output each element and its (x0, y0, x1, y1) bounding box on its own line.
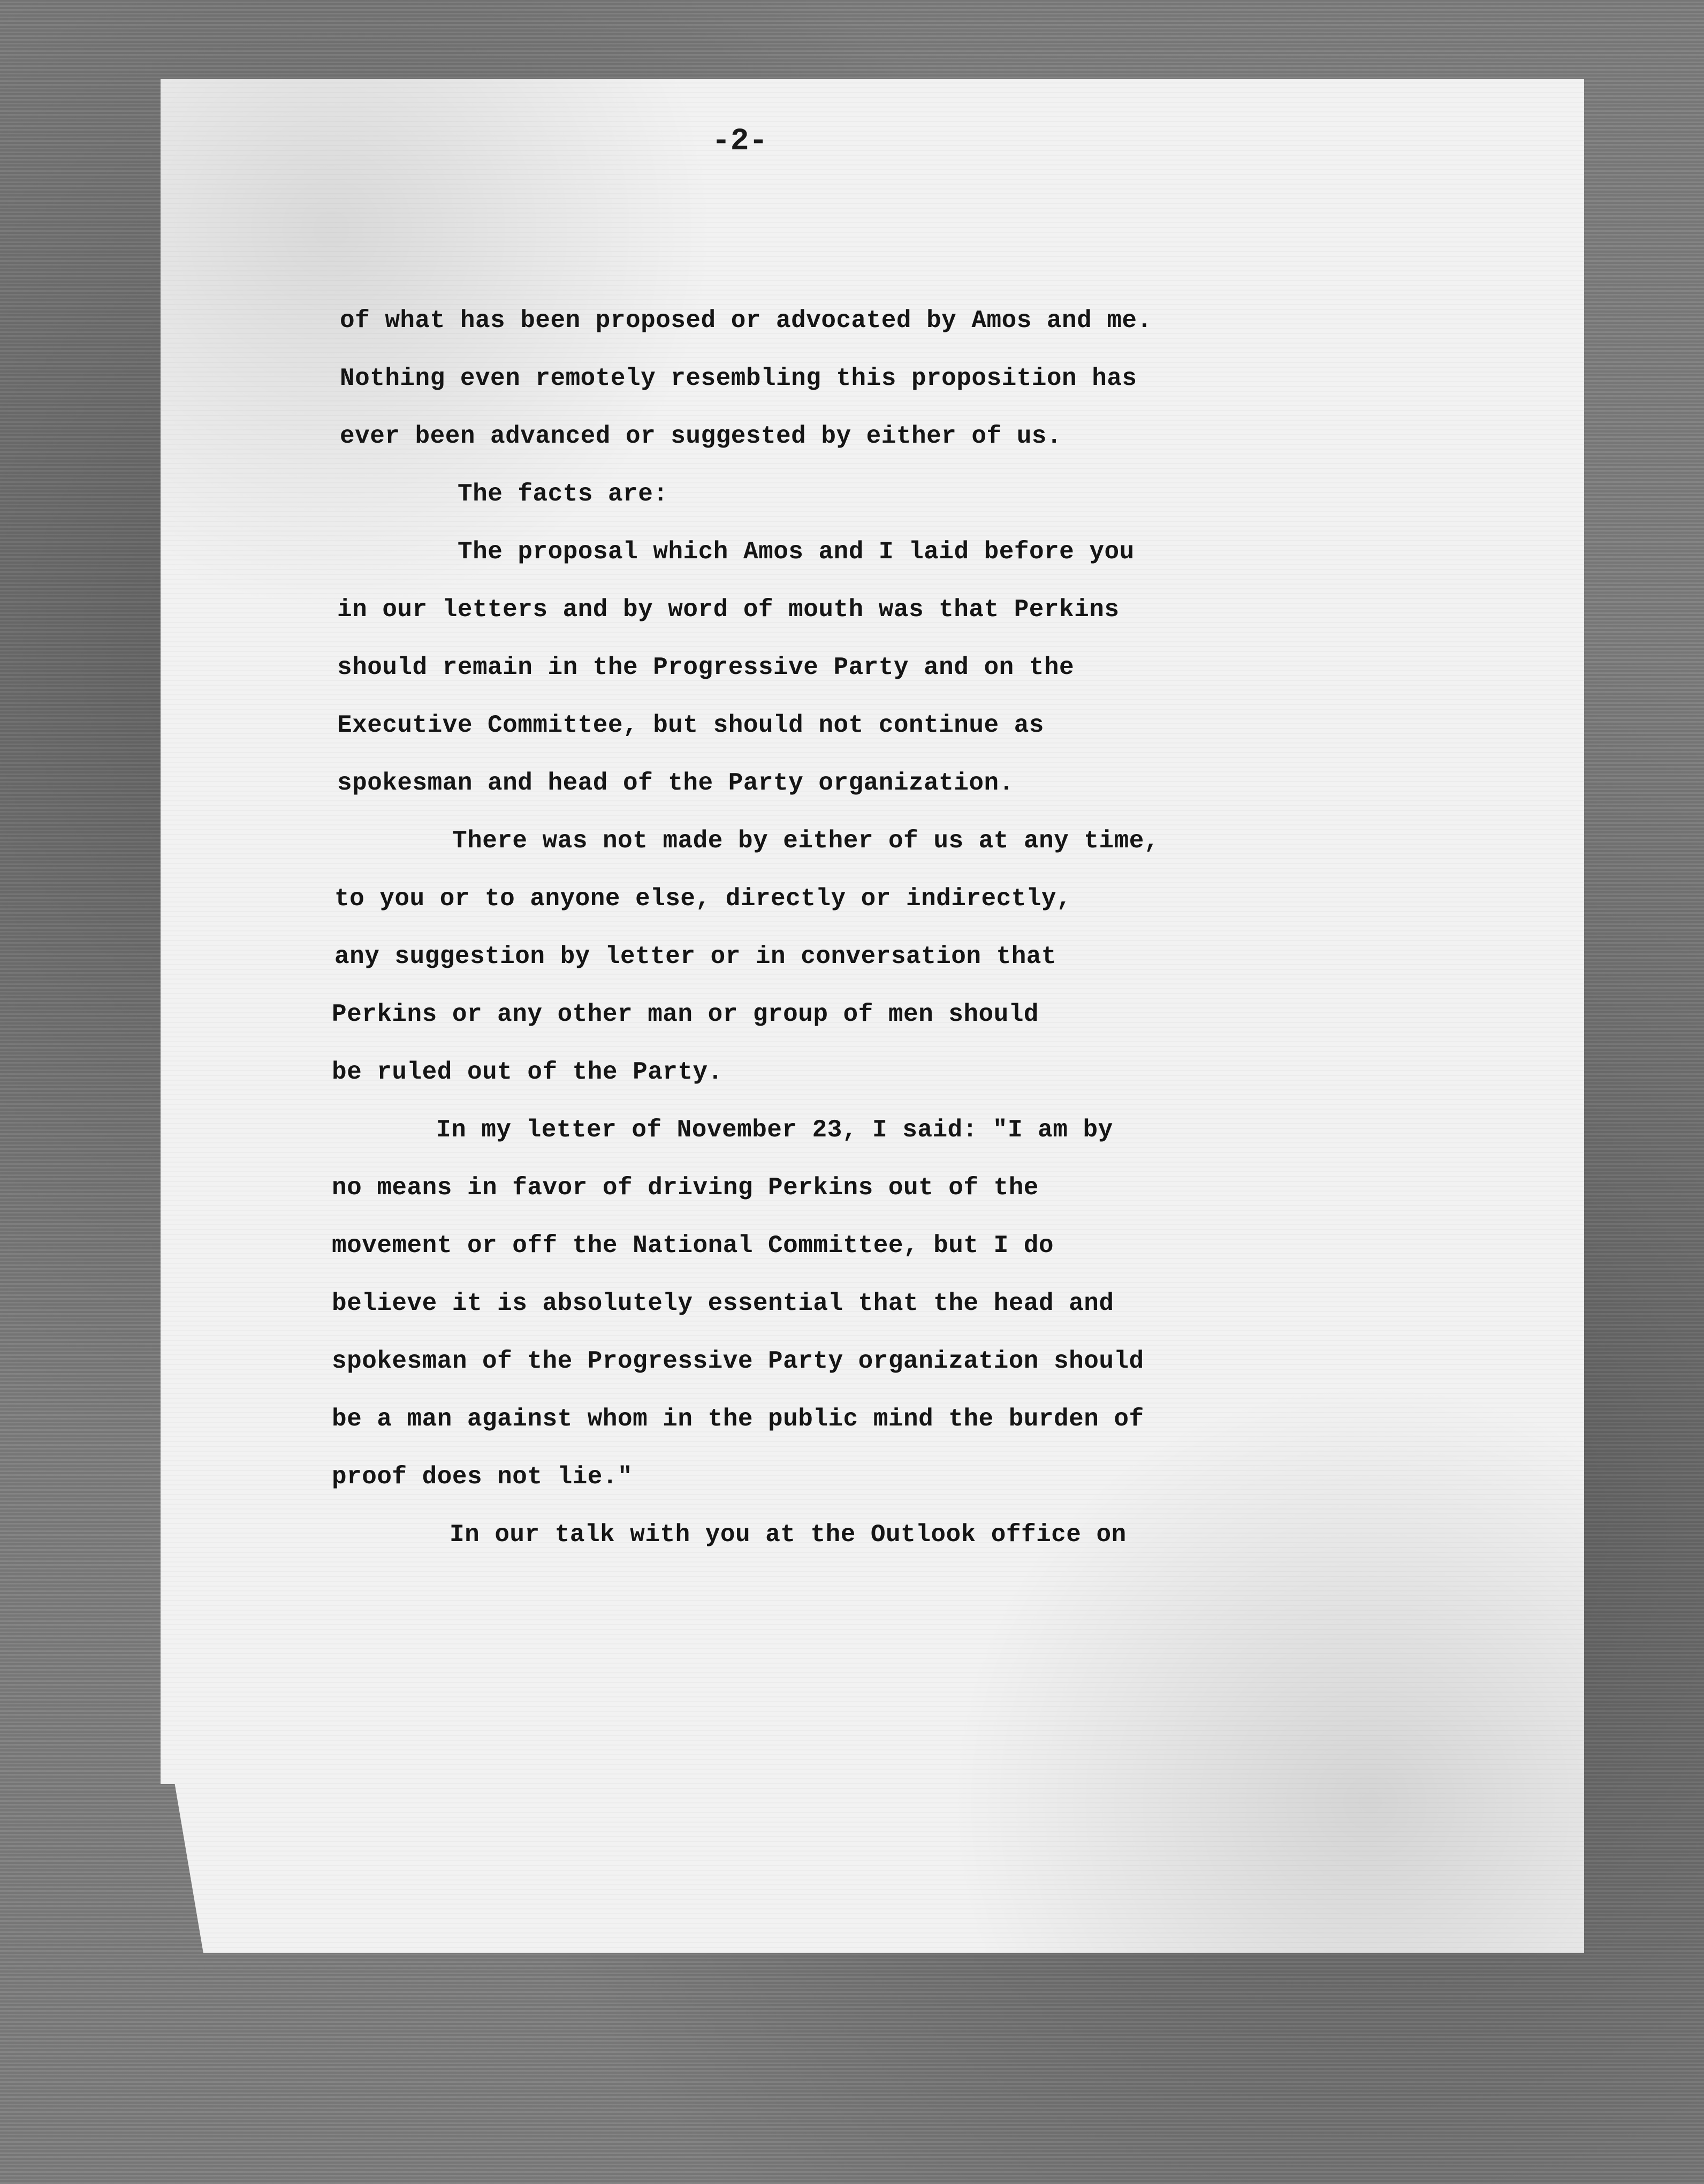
text-line: Nothing even remotely resembling this proposition has (340, 365, 1137, 392)
paragraph-first-line: The facts are: (458, 480, 668, 508)
text-line: any suggestion by letter or in conversation that (334, 943, 1057, 970)
paragraph-first-line: In our talk with you at the Outlook office on (450, 1521, 1127, 1549)
text-line: believe it is absolutely essential that the head and (332, 1290, 1114, 1317)
page-number: -2- (712, 124, 768, 159)
text-line: be a man against whom in the public mind the burden of (332, 1405, 1144, 1433)
text-line: proof does not lie." (332, 1463, 633, 1491)
text-line: be ruled out of the Party. (332, 1058, 723, 1086)
text-line: Executive Committee, but should not continue as (337, 711, 1044, 739)
text-line: movement or off the National Committee, but I do (332, 1232, 1054, 1260)
paragraph-first-line: There was not made by either of us at any time, (452, 827, 1159, 855)
text-line: ever been advanced or suggested by either of us. (340, 422, 1062, 450)
text-line: to you or to anyone else, directly or indirectly, (334, 885, 1072, 913)
text-line: spokesman of the Progressive Party organization should (332, 1347, 1144, 1375)
paragraph-first-line: The proposal which Amos and I laid before you (458, 538, 1135, 566)
text-line: should remain in the Progressive Party and on the (337, 654, 1075, 681)
text-line: no means in favor of driving Perkins out of the (332, 1174, 1039, 1202)
text-line: spokesman and head of the Party organization. (337, 769, 1014, 797)
text-line: in our letters and by word of mouth was that Perkins (337, 596, 1120, 624)
text-line: Perkins or any other man or group of men should (332, 1000, 1039, 1028)
letter-body (332, 292, 1274, 1564)
paragraph-first-line: In my letter of November 23, I said: "I am by (436, 1116, 1113, 1144)
text-line: of what has been proposed or advocated by Amos and me. (340, 307, 1152, 335)
